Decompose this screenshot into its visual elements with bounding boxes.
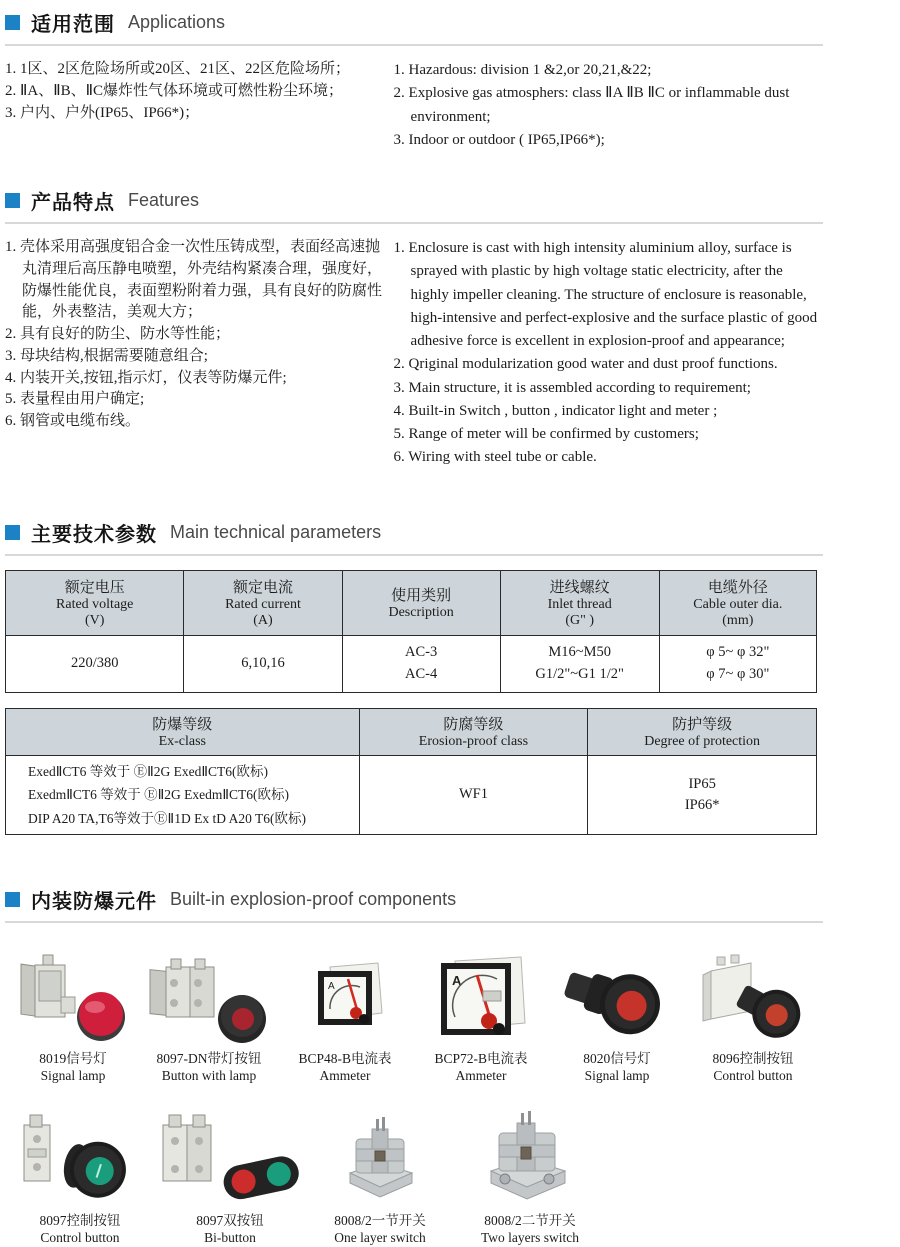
product-label-zh: BCP48-B电流表 <box>298 1051 392 1067</box>
header-zh: 额定电流 <box>232 580 293 596</box>
header-ex-class <box>6 708 360 755</box>
product-8019-signal-lamp <box>5 949 141 1085</box>
features-item-en: 2. Qriginal modularization good water and dust proof functions. <box>393 356 778 373</box>
section-title-zh: 适用范围 <box>31 14 115 36</box>
parameters-table-2 <box>5 708 817 836</box>
product-8008-two-layers-switch <box>455 1111 605 1247</box>
product-label-en: Control button <box>40 1230 120 1245</box>
cell-value: φ 5~ φ 32" <box>706 644 770 661</box>
cell-erosion-class <box>359 755 588 835</box>
product-label-en: One layer switch <box>334 1230 426 1245</box>
applications-content <box>5 59 823 152</box>
header-en: Cable outer dia. <box>693 597 783 612</box>
section-header-features <box>5 182 823 224</box>
header-rated-current <box>184 570 342 635</box>
features-item-zh: 2. 具有良好的防尘、防水等性能； <box>5 326 231 342</box>
ex-class-line: DIP A20 TA,T6等效于ⒺⅡ1D Ex tD A20 T6(欧标) <box>28 810 306 826</box>
section-title-en: Built-in explosion-proof components <box>170 889 457 910</box>
header-zh: 防护等级 <box>672 717 733 733</box>
section-title-zh: 主要技术参数 <box>31 523 157 546</box>
header-en: Rated voltage <box>56 597 134 612</box>
cell-value: WF1 <box>458 786 488 803</box>
header-zh: 使用类别 <box>391 588 452 604</box>
cell-value: φ 7~ φ 30" <box>706 665 770 682</box>
header-zh: 进线螺纹 <box>549 580 610 596</box>
cell-inlet-thread <box>500 635 659 692</box>
table-header-row <box>6 570 817 635</box>
product-label-zh: 8097双按钮 <box>196 1213 264 1229</box>
product-label-en: Two layers switch <box>480 1230 580 1245</box>
product-label-en: Signal lamp <box>584 1068 650 1084</box>
header-cable-dia <box>659 570 816 635</box>
black-signal-lamp-icon <box>549 949 685 1045</box>
cell-value: 220/380 <box>70 654 119 671</box>
features-list-zh <box>5 237 394 470</box>
header-inlet-thread <box>500 570 659 635</box>
ex-class-line: ExedⅡCT6 等效于 ⒺⅡ2G ExedⅡCT6(欧标) <box>28 763 269 779</box>
product-label-zh: 8008/2二节开关 <box>484 1213 576 1229</box>
cell-value: AC-4 <box>405 665 438 682</box>
cell-value: IP66* <box>684 796 720 813</box>
product-8097dn-button-with-lamp <box>141 949 277 1085</box>
header-en: Degree of protection <box>644 734 761 749</box>
header-zh: 电缆外径 <box>707 580 768 596</box>
features-item-en: 5. Range of meter will be confirmed by customers; <box>393 426 699 442</box>
applications-item-zh: 1. 1区、2区危险场所或20区、21区、22区危险场所； <box>5 61 351 77</box>
product-label-en: Control button <box>713 1068 793 1084</box>
applications-item-en: 1. Hazardous: division 1 &2,or 20,21,&22; <box>393 62 652 78</box>
features-item-zh: 3. 母块结构,根据需要随意组合; <box>5 347 208 364</box>
section-title-zh: 内装防爆元件 <box>31 891 157 914</box>
cell-rated-voltage <box>6 635 184 692</box>
product-label-en: Button with lamp <box>161 1068 257 1084</box>
header-zh: 额定电压 <box>64 580 125 596</box>
cell-cable-dia <box>659 635 816 692</box>
bi-button-icon <box>155 1111 305 1207</box>
header-protection-degree <box>588 708 817 755</box>
product-label-zh: 8096控制按钮 <box>712 1051 794 1067</box>
product-8096-control-button <box>685 949 821 1085</box>
product-label-zh: 8008/2一节开关 <box>334 1213 426 1229</box>
header-en: Description <box>388 605 454 620</box>
cell-protection-degree <box>588 755 817 835</box>
cell-ex-class <box>6 755 360 835</box>
applications-item-zh: 2. ⅡA、ⅡB、ⅡC爆炸性气体环境或可燃性粉尘环境； <box>5 82 343 99</box>
cell-value: G1/2"~G1 1/2" <box>535 665 624 682</box>
red-signal-lamp-icon <box>5 949 141 1045</box>
components-row-2 <box>5 1111 823 1247</box>
ammeter-large-icon <box>413 949 549 1045</box>
header-zh: 防腐等级 <box>443 717 504 733</box>
ex-class-line: ExedmⅡCT6 等效于 ⒺⅡ2G ExedmⅡCT6(欧标) <box>28 787 290 803</box>
product-8008-one-layer-switch <box>305 1111 455 1247</box>
header-en: Ex-class <box>158 734 207 749</box>
features-list-en <box>394 237 823 470</box>
features-item-en: 1. Enclosure is cast with high intensity aluminium alloy, surface is sprayed with plastic by high voltage static electricity, after the highly impeller cleaning. The structure of enclosure is reasonable, high-intensive and perfect-explosive and the surface plastic of good adhesive force is excellent in explosion-proof and appearance; <box>393 240 818 349</box>
product-label-en: Ammeter <box>455 1068 507 1084</box>
svg-text:A: A <box>328 981 335 993</box>
section-header-components <box>5 881 823 923</box>
product-label-en: Bi-button <box>204 1230 256 1245</box>
product-8097-bi-button <box>155 1111 305 1247</box>
section-header-parameters <box>5 514 823 556</box>
one-layer-switch-icon <box>305 1111 455 1207</box>
header-description <box>342 570 500 635</box>
svg-text:A: A <box>452 973 462 989</box>
blue-square-icon <box>5 525 20 540</box>
table-data-row <box>6 755 817 835</box>
header-unit: (V) <box>84 613 105 628</box>
product-8020-signal-lamp <box>549 949 685 1085</box>
applications-list-zh <box>5 59 394 152</box>
table-header-row <box>6 708 817 755</box>
applications-item-en: 3. Indoor or outdoor ( IP65,IP66*); <box>393 131 605 148</box>
header-zh: 防爆等级 <box>152 717 213 733</box>
product-label-zh: 8019信号灯 <box>39 1051 107 1067</box>
header-en: Inlet thread <box>547 597 612 612</box>
features-item-en: 6. Wiring with steel tube or cable. <box>393 449 597 466</box>
product-bcp48b-ammeter <box>277 949 413 1085</box>
section-title-en: Applications <box>128 12 226 32</box>
cell-value: IP65 <box>688 775 716 792</box>
components-row-1 <box>5 949 823 1085</box>
cell-description <box>342 635 500 692</box>
section-title-en: Features <box>128 190 200 210</box>
product-label-zh: 8097-DN带灯按钮 <box>156 1051 262 1067</box>
applications-item-en: 2. Explosive gas atmosphers: class ⅡA ⅡB ⅡC or inflammable dust environment; <box>393 85 790 125</box>
section-title-en: Main technical parameters <box>170 521 382 542</box>
product-label-en: Signal lamp <box>40 1068 106 1084</box>
product-label-zh: BCP72-B电流表 <box>434 1051 528 1067</box>
header-en: Rated current <box>225 597 301 612</box>
product-8097-control-button <box>5 1111 155 1247</box>
header-unit: (mm) <box>722 613 754 628</box>
features-item-zh: 5. 表量程由用户确定; <box>5 391 145 408</box>
blue-square-icon <box>5 892 20 907</box>
blue-square-icon <box>5 15 20 30</box>
product-bcp72b-ammeter <box>413 949 549 1085</box>
section-header-applications <box>5 4 823 46</box>
applications-item-zh: 3. 户内、户外(IP65、IP66*)； <box>5 104 200 121</box>
applications-list-en <box>394 59 823 152</box>
header-erosion-class <box>359 708 588 755</box>
features-content <box>5 237 823 470</box>
table-data-row <box>6 635 817 692</box>
section-title-zh: 产品特点 <box>31 192 115 214</box>
header-unit: (A) <box>253 613 273 628</box>
parameters-table-1 <box>5 570 817 693</box>
product-label-zh: 8097控制按钮 <box>39 1213 121 1229</box>
product-label-en: Ammeter <box>319 1068 371 1084</box>
cell-value: AC-3 <box>405 644 438 661</box>
header-unit: (G" ) <box>565 613 594 628</box>
button-with-lamp-icon <box>141 949 277 1045</box>
features-item-en: 4. Built-in Switch , button , indicator light and meter ; <box>393 402 718 419</box>
cell-value: M16~M50 <box>548 644 611 661</box>
boxed-control-button-icon <box>685 949 821 1045</box>
blue-square-icon <box>5 193 20 208</box>
header-rated-voltage <box>6 570 184 635</box>
cell-rated-current <box>184 635 342 692</box>
green-control-button-icon <box>5 1111 155 1207</box>
header-en: Erosion-proof class <box>418 734 529 749</box>
features-item-zh: 4. 内装开关,按钮,指示灯，仪表等防爆元件; <box>5 369 287 386</box>
cell-value: 6,10,16 <box>241 654 285 671</box>
two-layers-switch-icon <box>455 1111 605 1207</box>
product-label-zh: 8020信号灯 <box>583 1051 651 1067</box>
features-item-en: 3. Main structure, it is assembled according to requirement; <box>393 379 751 396</box>
features-item-zh: 6. 钢管或电缆布线。 <box>5 413 141 429</box>
features-item-zh: 1. 壳体采用高强度铝合金一次性压铸成型，表面经高速抛丸清理后高压静电喷塑，外壳结构紧凑合理，强度好，防爆性能优良，表面塑粉附着力强，具有良好的防腐性能，外表整洁，美观大方； <box>5 239 383 321</box>
ammeter-small-icon <box>277 949 413 1045</box>
